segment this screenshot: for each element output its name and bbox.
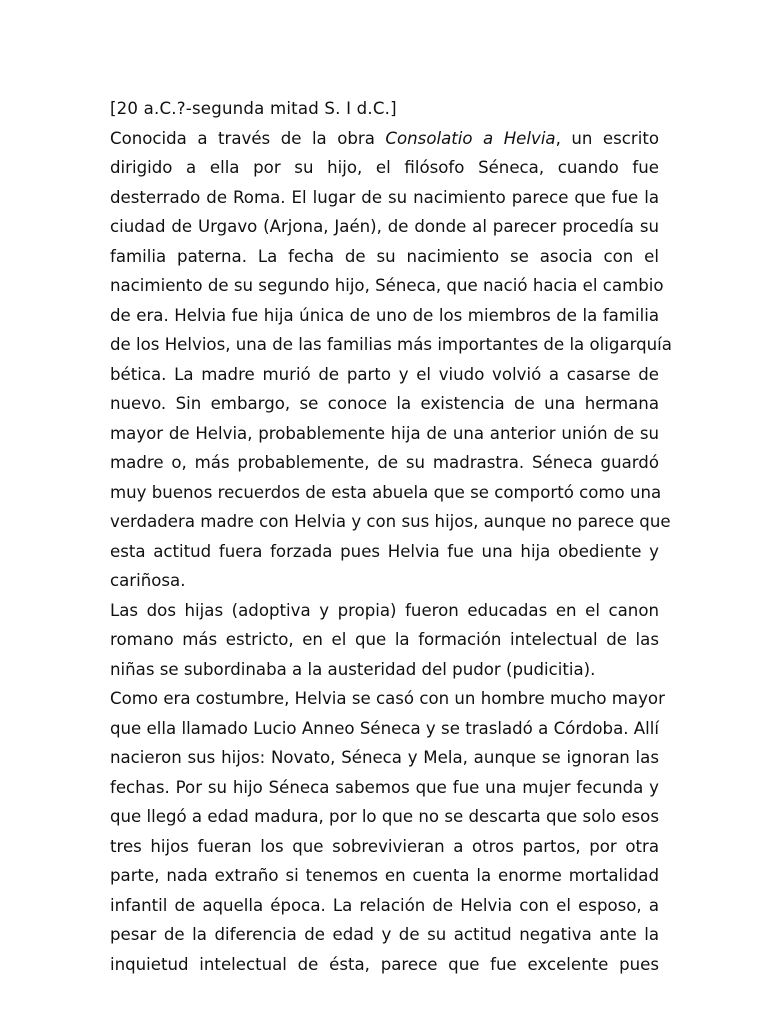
text-line: verdadera madre con Helvia y con sus hijos, aunque no parece que: [110, 512, 671, 531]
text-line: mayor de Helvia, probablemente hija de una anterior unión de su: [110, 423, 659, 443]
date-range-heading: [20 a.C.?-segunda mitad S. I d.C.]: [110, 99, 397, 118]
text-line: esta actitud fuera forzada pues Helvia fue una hija obediente y: [110, 541, 659, 561]
text-line: de los Helvios, una de las familias más importantes de la oligarquía: [110, 335, 672, 354]
work-title-italic: Consolatio a Helvia: [385, 128, 556, 148]
paragraph-1: [110, 124, 672, 596]
text-line: nacieron sus hijos: Novato, Séneca y Mela, aunque se ignoran las: [110, 748, 659, 767]
text-line: que ella llamado Lucio Anneo Séneca y se trasladó a Córdoba. Allí: [110, 718, 659, 738]
text-line: bética. La madre murió de parto y el viudo volvió a casarse de: [110, 364, 659, 384]
text-line: ciudad de Urgavo (Arjona, Jaén), de donde al parecer procedía su: [110, 217, 659, 236]
text-line: nacimiento de su segundo hijo, Séneca, que nació hacia el cambio: [110, 276, 664, 295]
text-line: pesar de la diferencia de edad y de su actitud negativa ante la: [110, 925, 659, 944]
text-line: Como era costumbre, Helvia se casó con un hombre mucho mayor: [110, 689, 665, 708]
text-line: familia paterna. La fecha de su nacimiento se asocia con el: [110, 246, 659, 266]
text-line: que llegó a edad madura, por lo que no se descarta que solo esos: [110, 807, 659, 826]
text-segment: , un escrito: [555, 128, 659, 148]
text-line: inquietud intelectual de ésta, parece que fue excelente pues: [110, 954, 659, 974]
text-line: dirigido a ella por su hijo, el filósofo Séneca, cuando fue: [110, 158, 659, 177]
document-page: [110, 94, 672, 979]
text-line: tres hijos fueran los que sobrevivieran a otros partos, por otra: [110, 836, 659, 856]
text-line: romano más estricto, en el que la formación intelectual de las: [110, 630, 659, 649]
text-line: niñas se subordinaba a la austeridad del pudor (pudicitia).: [110, 659, 596, 679]
paragraph-3: [110, 684, 665, 979]
text-line: de era. Helvia fue hija única de uno de los miembros de la familia: [110, 305, 659, 325]
text-line: muy buenos recuerdos de esta abuela que se comportó como una: [110, 482, 662, 502]
text-line: cariñosa.: [110, 571, 186, 590]
text-line: infantil de aquella época. La relación de Helvia con el esposo, a: [110, 895, 659, 915]
text-line: fechas. Por su hijo Séneca sabemos que fue una mujer fecunda y: [110, 777, 659, 797]
text-line: Las dos hijas (adoptiva y propia) fueron educadas en el canon: [110, 600, 659, 620]
text-line: [110, 124, 659, 154]
text-line: desterrado de Roma. El lugar de su nacimiento parece que fue la: [110, 187, 659, 207]
text-line: nuevo. Sin embargo, se conoce la existencia de una hermana: [110, 394, 659, 413]
text-segment: Conocida a través de la obra: [110, 128, 386, 148]
text-line: madre o, más probablemente, de su madrastra. Séneca guardó: [110, 453, 659, 472]
paragraph-2: [110, 596, 659, 685]
text-line: parte, nada extraño si tenemos en cuenta la enorme mortalidad: [110, 866, 659, 885]
